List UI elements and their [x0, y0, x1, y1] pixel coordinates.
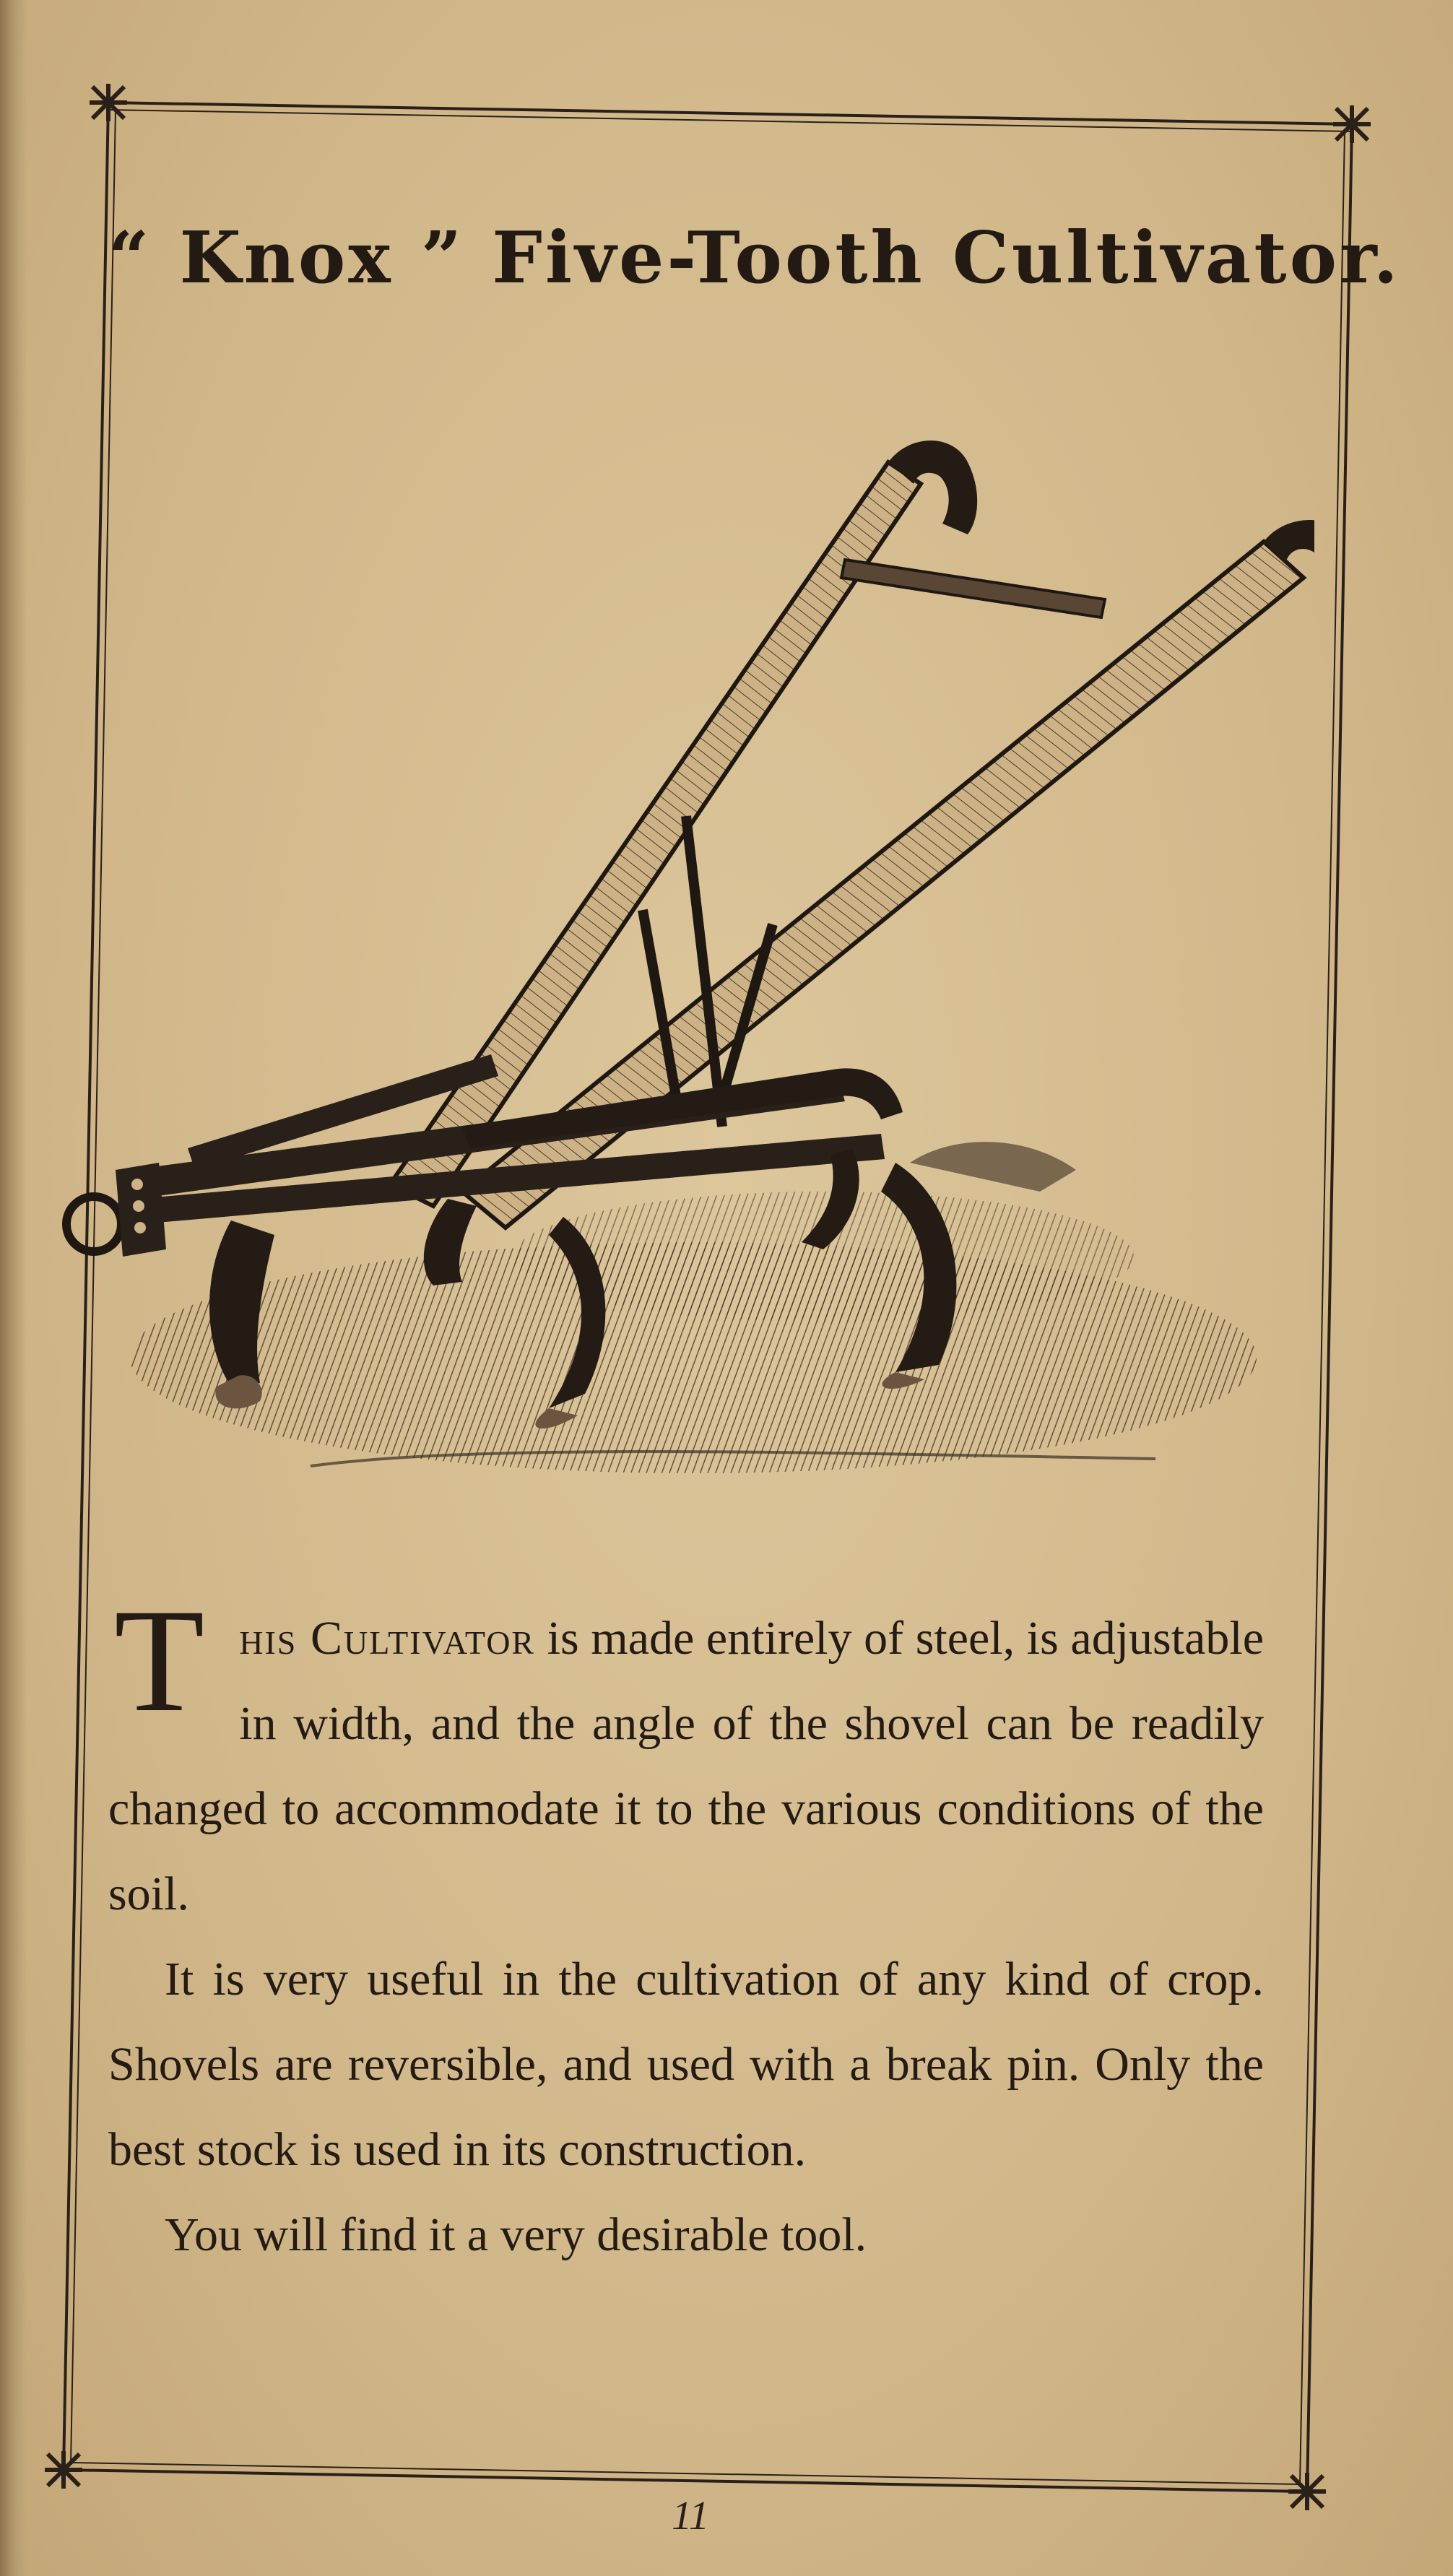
small-caps-lead: his Cultivator [239, 1612, 536, 1665]
corner-ornament-icon [1333, 105, 1371, 143]
page-number: 11 [672, 2494, 709, 2538]
paragraph-1-text: is made entirely of steel, is adjustable in width, and the angle of the shovel can be readily changed to accommodate it to the various conditions of the soil. [108, 1612, 1264, 1920]
hitch-clevis [66, 1163, 166, 1257]
corner-ornament-icon [90, 84, 127, 121]
cultivator-illustration [43, 404, 1314, 1531]
description [108, 1579, 1264, 2278]
corner-ornament-icon [45, 2451, 82, 2489]
cross-brace [841, 560, 1105, 617]
drop-cap: T [114, 1579, 205, 1743]
corner-ornament-icon [1288, 2473, 1326, 2510]
page-title: “ Knox ” Five-Tooth Cultivator. [108, 217, 1401, 300]
paragraph-1 [108, 1579, 1264, 1937]
paragraph-2: It is very useful in the cultivation of any kind of crop. Shovels are reversible, and used with a break pin. Only the best stock is used in its construction. [108, 1953, 1264, 2176]
paragraph-3: You will find it a very desirable tool. [165, 2208, 867, 2261]
